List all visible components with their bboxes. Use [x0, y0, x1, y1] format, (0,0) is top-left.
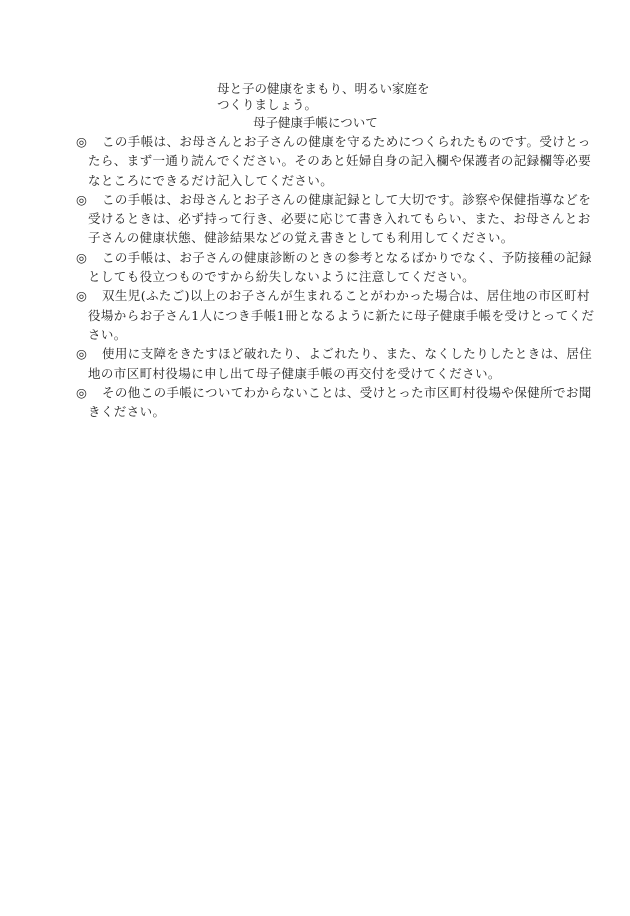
notice-line: なところにできるだけ記入してください。 — [88, 172, 334, 188]
slogan-line-2: つくりましょう。 — [217, 97, 318, 112]
bullet-mark-icon: ◎ — [76, 191, 87, 207]
bullet-mark-icon: ◎ — [76, 288, 87, 304]
notice-line: 受けるときは、必ず持って行き、必要に応じて書き入れてもらい、また、お母さんとお — [88, 211, 591, 227]
notice-line: としても役立つものですから紛失しないように注意してください。 — [88, 269, 476, 285]
bullet-mark-icon: ◎ — [76, 346, 87, 362]
page-title: 母子健康手帳について — [253, 115, 378, 130]
notice-line: この手帳は、お母さんとお子さんの健康記録として大切です。診察や保健指導などを — [102, 191, 592, 207]
notice-item — [76, 190, 592, 248]
notice-line: この手帳は、お母さんとお子さんの健康を守るためにつくられたものです。受けとっ — [102, 134, 591, 149]
notice-line: この手帳は、お子さんの健康診断のときの参考となるばかりでなく、予防接種の記録 — [102, 249, 592, 265]
notice-item — [76, 344, 593, 383]
notice-line: 地の市区町村役場に申し出て母子健康手帳の再交付を受けてください。 — [88, 365, 501, 381]
notice-line: その他この手帳についてわからないことは、受けとった市区町村役場や保健所でお聞 — [102, 384, 592, 400]
notice-list — [76, 132, 595, 421]
slogan-line-1: 母と子の健康をまもり、明るい家庭を — [217, 81, 430, 96]
bullet-mark-icon: ◎ — [76, 134, 87, 149]
bullet-mark-icon: ◎ — [76, 384, 87, 400]
notice-line: さい。 — [88, 326, 127, 342]
notice-item — [76, 383, 592, 422]
notice-line: 子さんの健康状態、健診結果などの覚え書きとしても利用してください。 — [88, 230, 514, 246]
notice-line: 役場からお子さん1人につき手帳1冊となるように新たに母子健康手帳を受けとってくだ — [88, 307, 595, 323]
notice-line: 双生児(ふたご)以上のお子さんが生まれることがわかった場合は、居住地の市区町村 — [102, 288, 590, 304]
bullet-mark-icon: ◎ — [76, 249, 87, 265]
notice-line: たら、まず一通り読んでください。そのあと妊婦自身の記入欄や保護者の記録欄等必要 — [88, 153, 592, 169]
notice-line: きください。 — [88, 404, 166, 420]
notice-item — [76, 132, 592, 190]
notice-item — [76, 248, 592, 287]
notice-item — [76, 286, 595, 344]
notice-line: 使用に支障をきたすほど破れたり、よごれたり、また、なくしたりしたときは、居住 — [102, 346, 593, 362]
